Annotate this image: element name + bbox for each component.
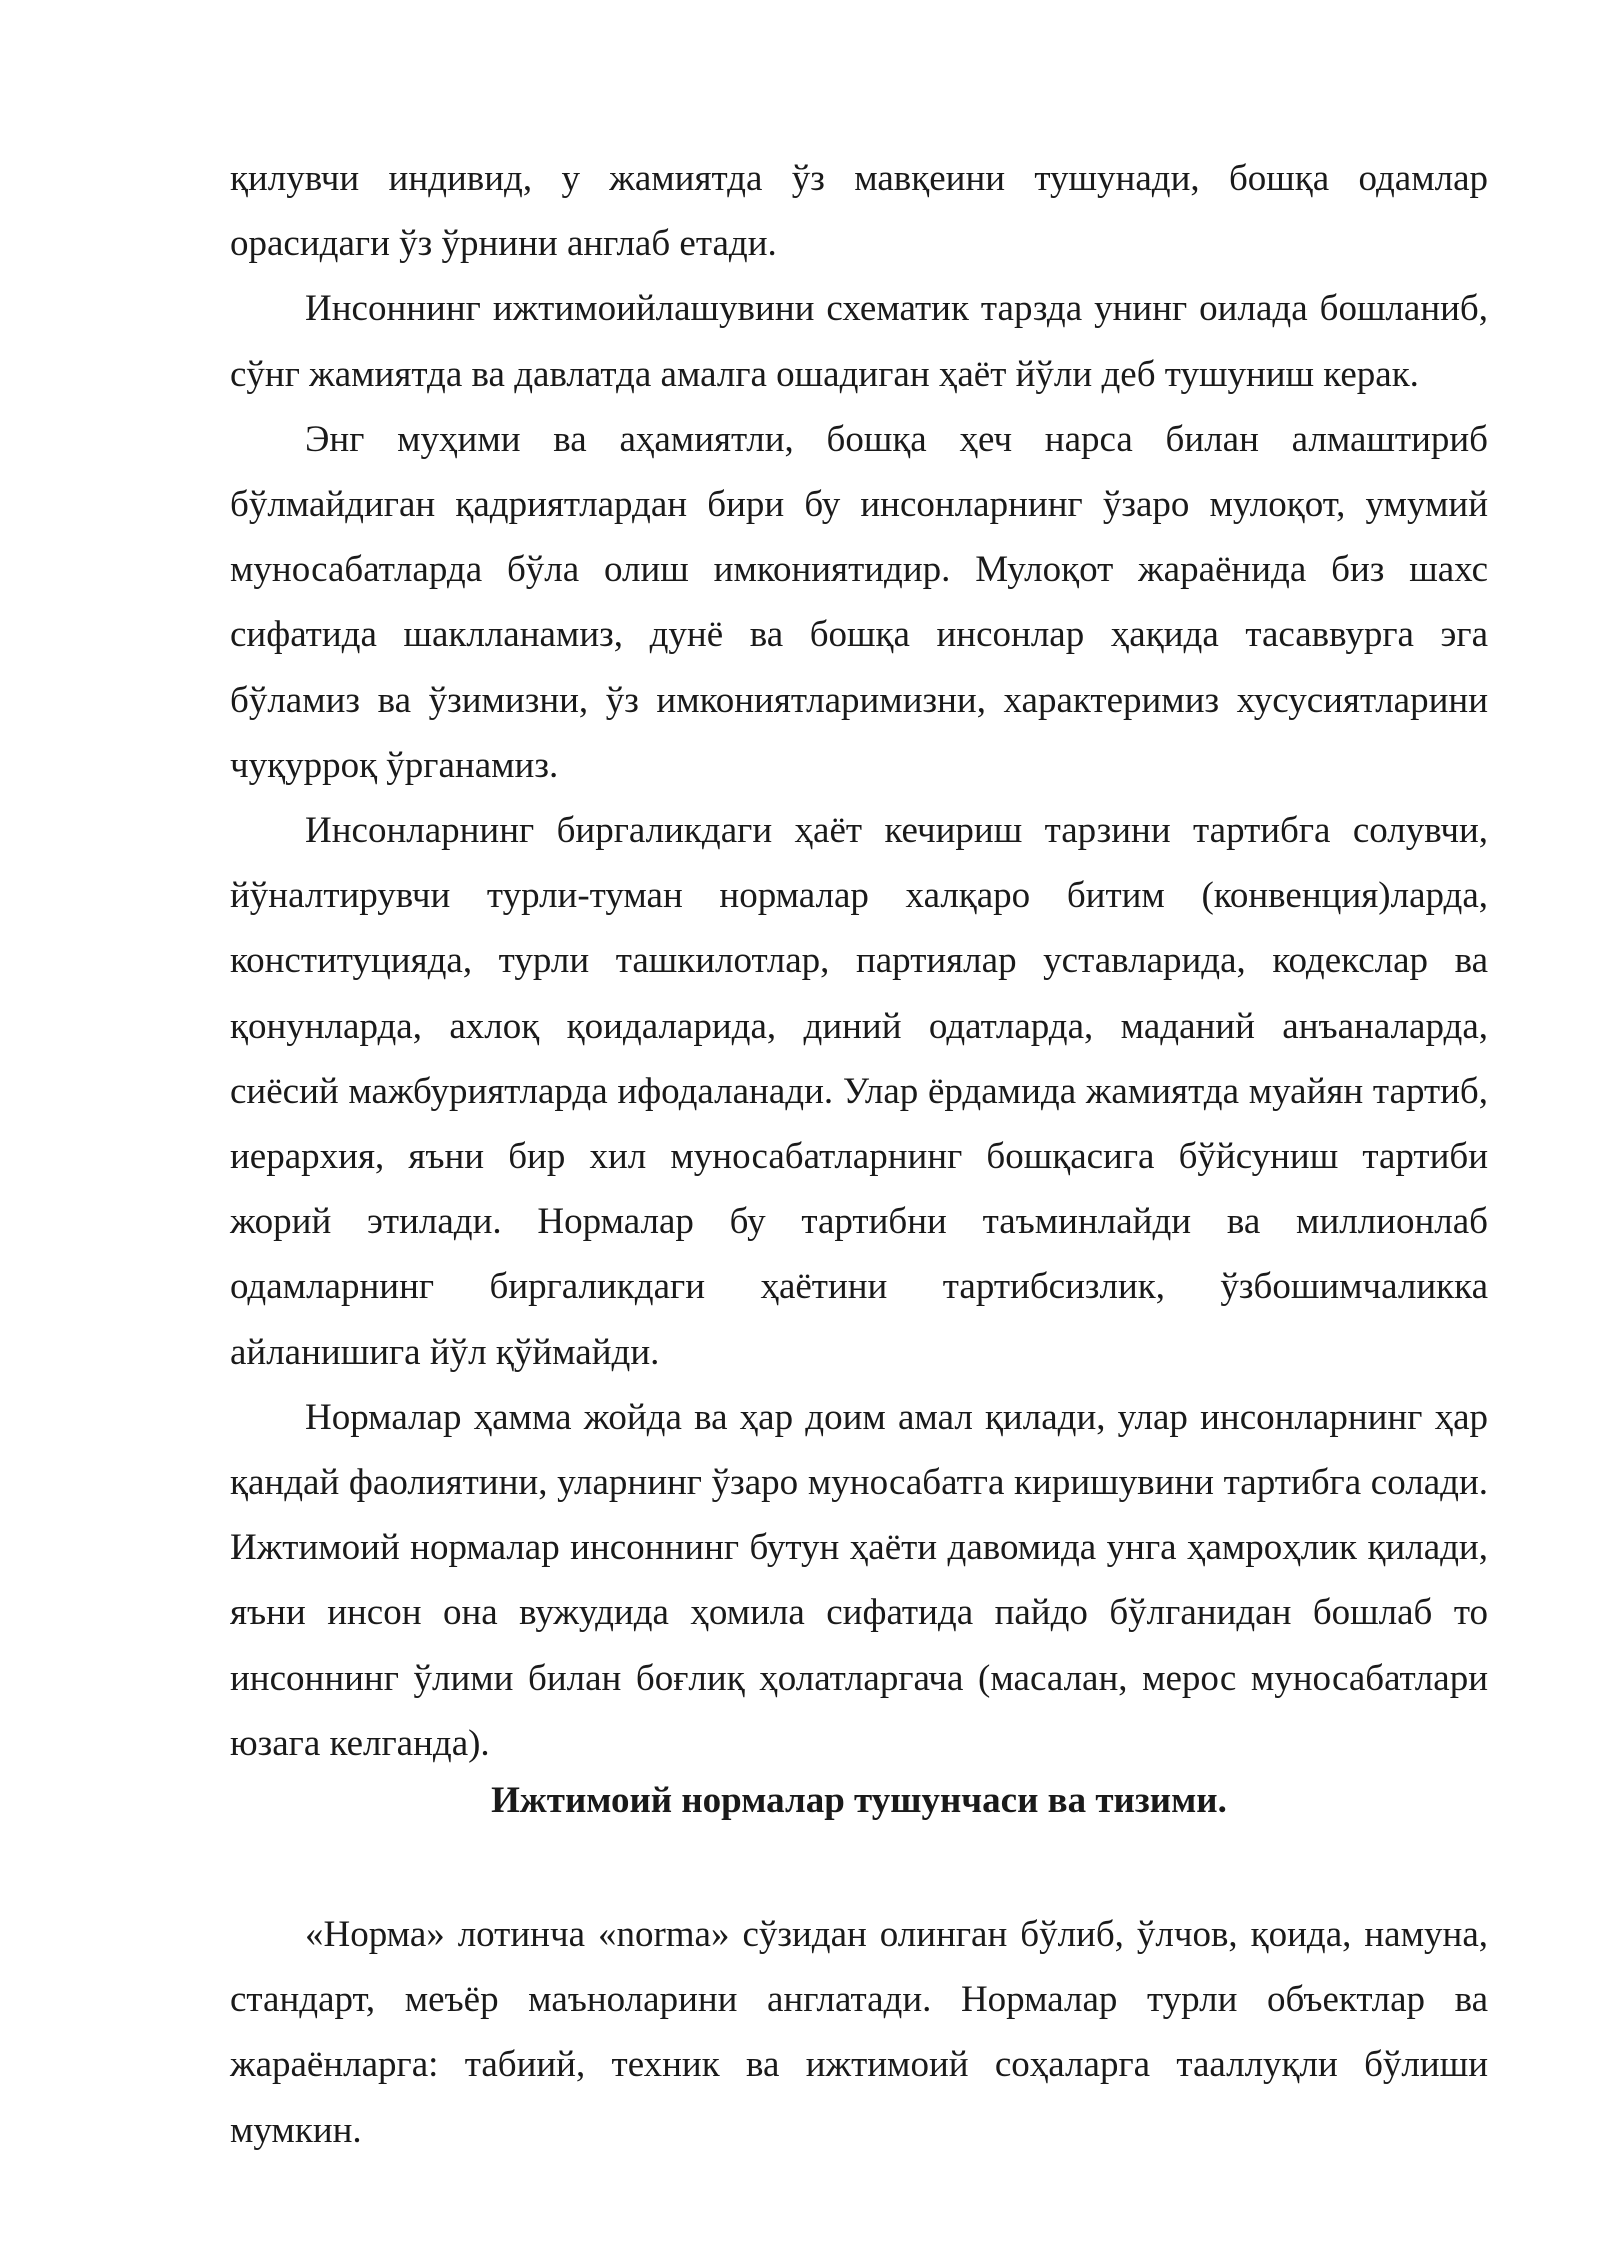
paragraph-norms-everywhere: Нормалар ҳамма жойда ва ҳар доим амал қилади, улар инсонларнинг ҳар қандай фаолиятини, уларнинг ўзаро муносабатга киришувини тартибга солади. Ижтимоий нормалар инсоннинг бутун ҳаёти давомида унга ҳамроҳлик қилади, яъни инсон она вужудида ҳомила сифатида пайдо бўлганидан бошлаб то инсоннинг ўлими билан боғлиқ ҳолатларгача (масалан, мерос муносабатлари юзага келганда). — [230, 1396, 1488, 1764]
paragraph-norm-definition: «Норма» лотинча «norma» сўзидан олинган бўлиб, ўлчов, қоида, намуна, стандарт, меъёр маъноларини англатади. Нормалар турли объектлар ва жараёнларга: табиий, техник ва ижтимоий соҳаларга тааллуқли бўлиши мумкин. — [230, 1914, 1488, 2151]
section-heading: Ижтимоий нормалар тушунчаси ва тизими. — [491, 1780, 1227, 1821]
section-text — [230, 1902, 1488, 2163]
paragraph-norms-expression: Инсонларнинг биргаликдаги ҳаёт кечириш тарзини тартибга солувчи, йўналтирувчи турли-туман нормалар халқаро битим (конвенция)ларда, конституцияда, турли ташкилотлар, партиялар уставларида, кодекслар ва қонунларда, ахлоқ қоидаларида, диний одатларда, маданий анъаналарда, сиёсий мажбуриятларда ифодаланади. Улар ёрдамида жамиятда муайян тартиб, иерархия, яъни бир хил муносабатларнинг бошқасига бўйсуниш тартиби жорий этилади. Нормалар бу тартибни таъминлайди ва миллионлаб одамларнинг биргаликдаги ҳаётини тартибсизлик, ўзбошимчаликка айланишига йўл қўймайди. — [230, 810, 1488, 1373]
body-text — [230, 146, 1488, 1776]
paragraph-communication: Энг муҳими ва аҳамиятли, бошқа ҳеч нарса билан алмаштириб бўлмайдиган қадриятлардан бири бу инсонларнинг ўзаро мулоқот, умумий муносабатларда бўла олиш имкониятидир. Мулоқот жараёнида биз шахс сифатида шаклланамиз, дунё ва бошқа инсонлар ҳақида тасаввурга эга бўламиз ва ўзимизни, ўз имкониятларимизни, характеримиз хусусиятларини чуқурроқ ўрганамиз. — [230, 418, 1488, 786]
paragraph-continuation: қилувчи индивид, у жамиятда ўз мавқеини тушунади, бошқа одамлар орасидаги ўз ўрнини англаб етади. — [230, 158, 1488, 265]
paragraph-socialization: Инсоннинг ижтимоийлашувини схематик тарзда унинг оилада бошланиб, сўнг жамиятда ва давлатда амалга ошадиган ҳаёт йўли деб тушуниш керак. — [230, 288, 1488, 395]
